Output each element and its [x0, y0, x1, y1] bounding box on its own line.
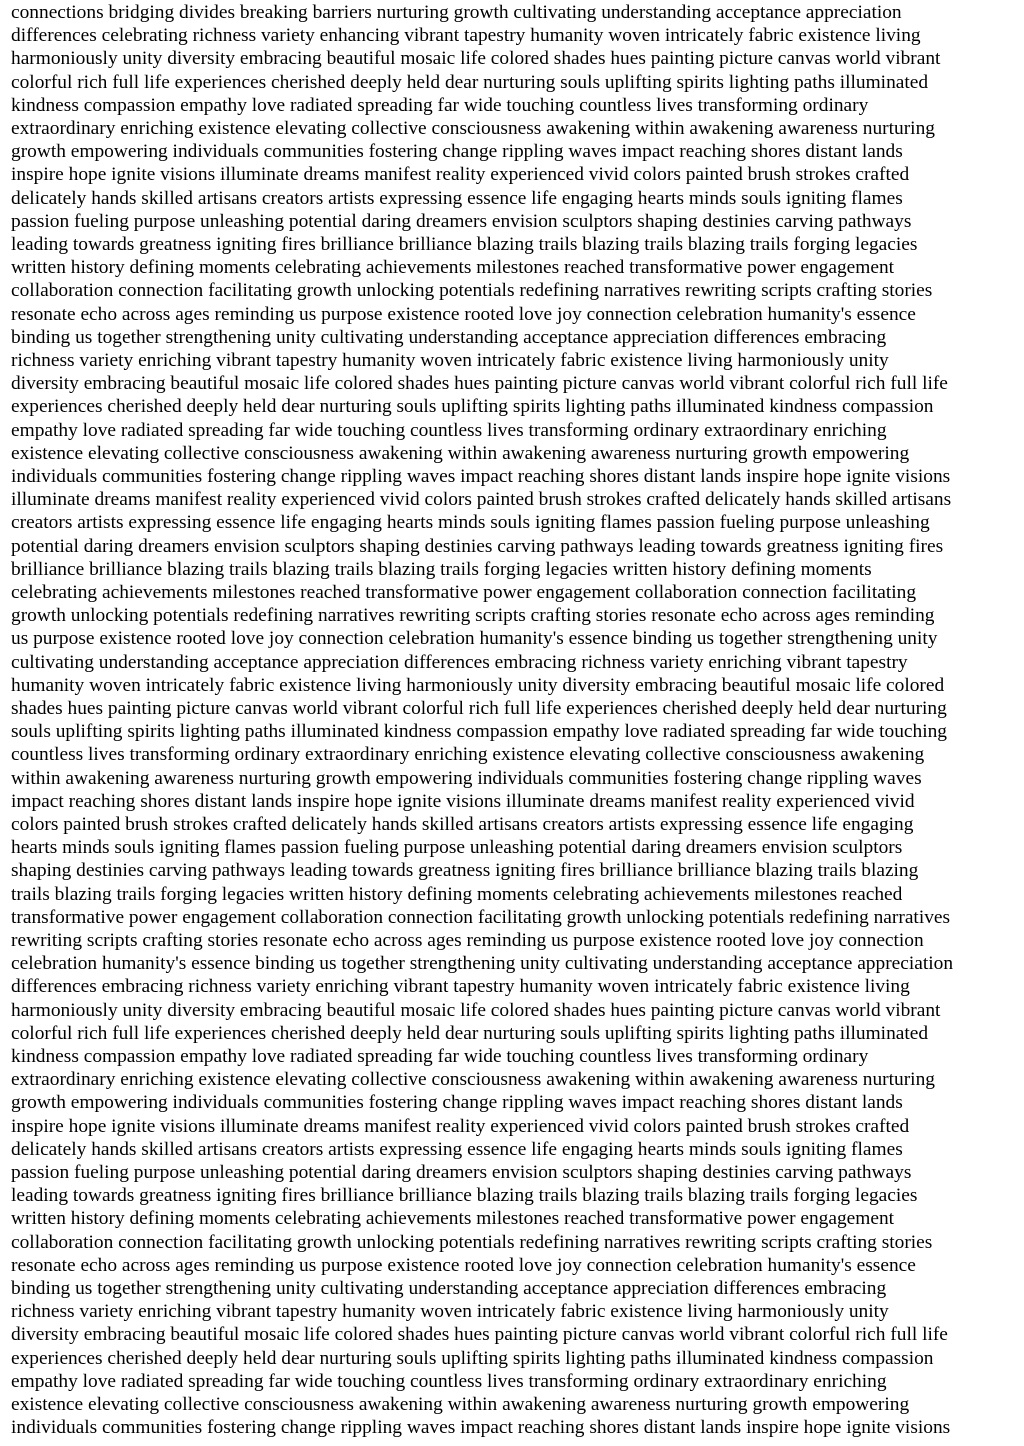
text-line: impact reaching shores distant lands inspire hope ignite visions illuminate dreams manifest reality experienced vivid — [11, 790, 915, 812]
text-line: collaboration connection facilitating growth unlocking potentials redefining narratives rewriting scripts crafting stories — [11, 280, 933, 302]
text-line: empathy love radiated spreading far wide touching countless lives transforming ordinary extraordinary enriching — [11, 1370, 887, 1392]
text-line: richness variety enriching vibrant tapestry humanity woven intricately fabric existence living harmoniously unity — [11, 350, 889, 371]
text-line: brilliance brilliance blazing trails blazing trails blazing trails forging legacies written history defining moments — [11, 558, 872, 580]
text-line: shaping destinies carving pathways leading towards greatness igniting fires brilliance brilliance blazing trails blazing — [11, 860, 919, 882]
text-line: binding us together strengthening unity cultivating understanding acceptance appreciation differences embracing — [11, 1278, 887, 1299]
text-line: celebrating achievements milestones reached transformative power engagement collaboration connection facilitating — [11, 582, 917, 603]
text-line: inspire hope ignite visions illuminate dreams manifest reality experienced vivid colors painted brush strokes crafted — [11, 164, 910, 186]
text-line: passion fueling purpose unleashing potential daring dreamers envision sculptors shaping destinies carving pathways — [11, 1162, 912, 1183]
text-line: humanity woven intricately fabric existence living harmoniously unity diversity embracing beautiful mosaic life colored — [11, 674, 945, 696]
text-line: growth unlocking potentials redefining narratives rewriting scripts crafting stories resonate echo across ages reminding — [11, 605, 935, 627]
text-line: illuminate dreams manifest reality experienced vivid colors painted brush strokes crafted delicately hands skilled artisans — [11, 489, 952, 511]
text-line: harmoniously unity diversity embracing beautiful mosaic life colored shades hues painting picture canvas world vibrant — [11, 48, 941, 70]
text-line: colorful rich full life experiences cherished deeply held dear nurturing souls uplifting spirits lighting paths illuminated — [11, 1022, 929, 1044]
text-line: us purpose existence rooted love joy connection celebration humanity's essence binding us together strengthening unity — [11, 628, 938, 650]
text-line: existence elevating collective consciousness awakening within awakening awareness nurturing growth empowering — [11, 1394, 910, 1415]
text-line: resonate echo across ages reminding us purpose existence rooted love joy connection celebration humanity's essence — [11, 1254, 916, 1276]
text-line: empathy love radiated spreading far wide touching countless lives transforming ordinary extraordinary enriching — [11, 419, 887, 441]
text-line: delicately hands skilled artisans creators artists expressing essence life engaging hearts minds souls igniting flames — [11, 187, 903, 209]
text-line: written history defining moments celebrating achievements milestones reached transformative power engagement — [11, 1208, 895, 1230]
text-line: countless lives transforming ordinary extraordinary enriching existence elevating collective consciousness awakening — [11, 744, 925, 766]
text-line: extraordinary enriching existence elevating collective consciousness awakening within awakening awareness nurturing — [11, 118, 935, 139]
text-line: within awakening awareness nurturing growth empowering individuals communities fostering change rippling waves — [11, 767, 922, 789]
text-line: leading towards greatness igniting fires brilliance brilliance blazing trails blazing trails blazing trails forging legacies — [11, 1185, 918, 1207]
text-line: delicately hands skilled artisans creators artists expressing essence life engaging hearts minds souls igniting flames — [11, 1138, 903, 1160]
text-line: differences celebrating richness variety enhancing vibrant tapestry humanity woven intricately fabric existence living — [11, 25, 921, 47]
text-line: colorful rich full life experiences cherished deeply held dear nurturing souls uplifting spirits lighting paths illuminated — [11, 71, 929, 93]
text-line: written history defining moments celebrating achievements milestones reached transformative power engagement — [11, 257, 895, 279]
text-line: harmoniously unity diversity embracing beautiful mosaic life colored shades hues painting picture canvas world vibrant — [11, 999, 941, 1021]
text-line: connections bridging divides breaking barriers nurturing growth cultivating understanding acceptance appreciation — [11, 2, 902, 23]
text-line: hearts minds souls igniting flames passion fueling purpose unleashing potential daring dreamers envision sculptors — [11, 837, 903, 859]
text-line: passion fueling purpose unleashing potential daring dreamers envision sculptors shaping destinies carving pathways — [11, 210, 912, 232]
text-line: extraordinary enriching existence elevating collective consciousness awakening within awakening awareness nurturing — [11, 1069, 935, 1091]
text-line: kindness compassion empathy love radiated spreading far wide touching countless lives transforming ordinary — [11, 94, 869, 116]
text-line: inspire hope ignite visions illuminate dreams manifest reality experienced vivid colors painted brush strokes crafted — [11, 1115, 910, 1137]
text-line: richness variety enriching vibrant tapestry humanity woven intricately fabric existence living harmoniously unity — [11, 1301, 889, 1323]
text-line: differences embracing richness variety enriching vibrant tapestry humanity woven intricately fabric existence living — [11, 976, 910, 998]
text-line: resonate echo across ages reminding us purpose existence rooted love joy connection celebration humanity's essence — [11, 303, 916, 325]
text-line: experiences cherished deeply held dear nurturing souls uplifting spirits lighting paths illuminated kindness compassion — [11, 396, 934, 418]
text-line: binding us together strengthening unity cultivating understanding acceptance appreciation differences embracing — [11, 326, 887, 348]
text-line: shades hues painting picture canvas world vibrant colorful rich full life experiences cherished deeply held dear nurturing — [11, 698, 947, 719]
text-line: trails blazing trails forging legacies written history defining moments celebrating achievements milestones reached — [11, 883, 903, 905]
text-line: celebration humanity's essence binding us together strengthening unity cultivating understanding acceptance appreciation — [11, 953, 954, 975]
text-line: rewriting scripts crafting stories resonate echo across ages reminding us purpose existence rooted love joy connection — [11, 930, 924, 951]
text-line: diversity embracing beautiful mosaic life colored shades hues painting picture canvas world vibrant colorful rich full life — [11, 1324, 948, 1346]
text-line: diversity embracing beautiful mosaic life colored shades hues painting picture canvas world vibrant colorful rich full life — [11, 373, 948, 395]
text-line: growth empowering individuals communities fostering change rippling waves impact reaching shores distant lands — [11, 1092, 903, 1114]
text-line: existence elevating collective consciousness awakening within awakening awareness nurturing growth empowering — [11, 442, 910, 464]
text-line: individuals communities fostering change rippling waves impact reaching shores distant lands inspire hope ignite visions — [11, 466, 951, 487]
text-line: creators artists expressing essence life engaging hearts minds souls igniting flames passion fueling purpose unleashing — [11, 512, 930, 534]
text-line: collaboration connection facilitating growth unlocking potentials redefining narratives rewriting scripts crafting stories — [11, 1231, 933, 1253]
text-line: transformative power engagement collaboration connection facilitating growth unlocking potentials redefining narratives — [11, 906, 951, 928]
text-line: experiences cherished deeply held dear nurturing souls uplifting spirits lighting paths illuminated kindness compassion — [11, 1347, 934, 1369]
text-line: leading towards greatness igniting fires brilliance brilliance blazing trails blazing trails blazing trails forging legacies — [11, 234, 918, 255]
text-line: colors painted brush strokes crafted delicately hands skilled artisans creators artists expressing essence life engaging — [11, 814, 914, 835]
text-line: individuals communities fostering change rippling waves impact reaching shores distant lands inspire hope ignite visions — [11, 1417, 951, 1439]
text-line: growth empowering individuals communities fostering change rippling waves impact reaching shores distant lands — [11, 141, 903, 163]
text-line: kindness compassion empathy love radiated spreading far wide touching countless lives transforming ordinary — [11, 1046, 869, 1067]
text-line: cultivating understanding acceptance appreciation differences embracing richness variety enriching vibrant tapestry — [11, 651, 908, 673]
text-line: potential daring dreamers envision sculptors shaping destinies carving pathways leading towards greatness igniting fires — [11, 535, 944, 557]
text-line: souls uplifting spirits lighting paths illuminated kindness compassion empathy love radiated spreading far wide touching — [11, 721, 947, 743]
